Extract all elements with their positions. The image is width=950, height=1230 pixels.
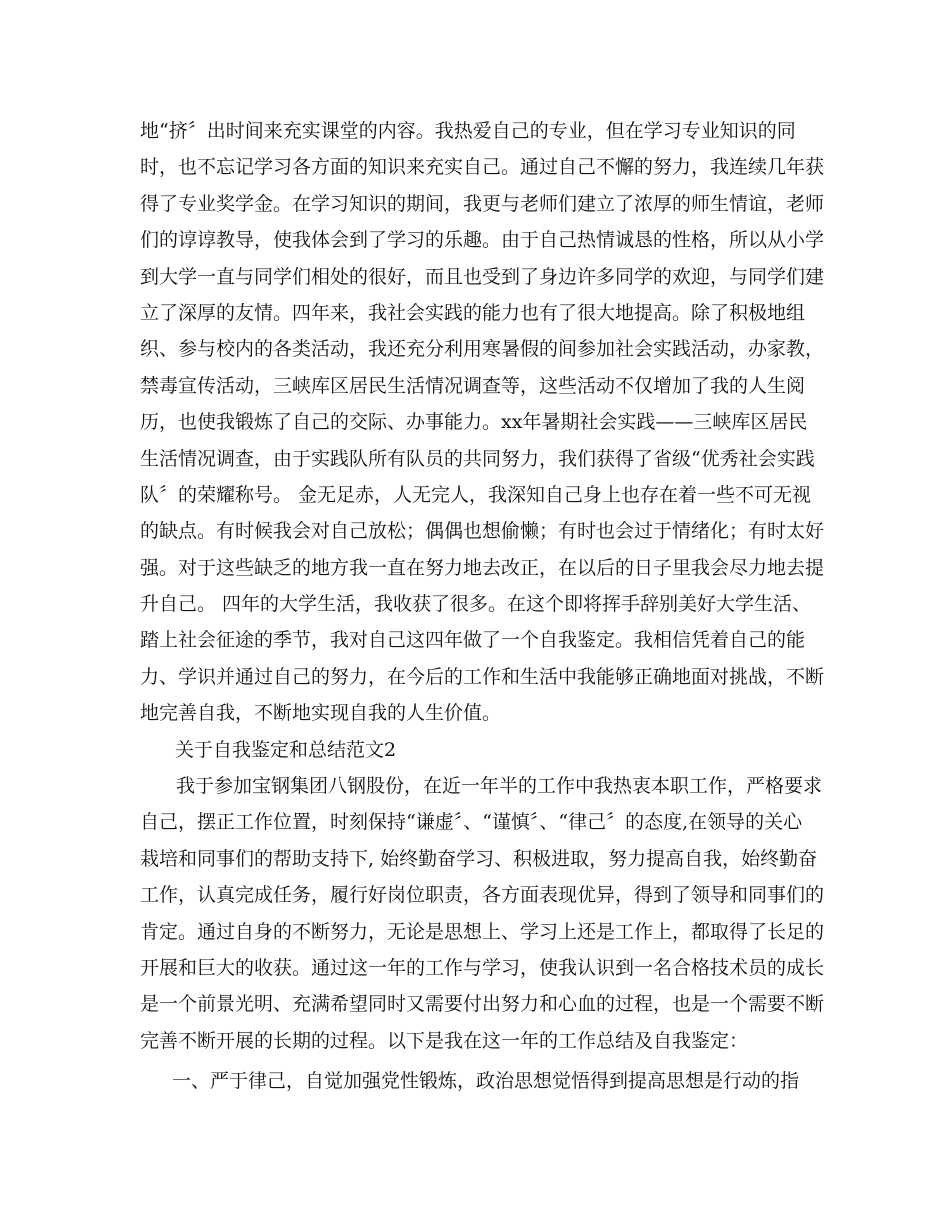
section-heading: 关于自我鉴定和总结范文2: [175, 738, 397, 761]
text-line: 完善不断开展的长期的过程。以下是我在这一年的工作总结及自我鉴定：: [140, 1029, 749, 1052]
text-line: 织、参与校内的各类活动，我还充分利用寒暑假的间参加社会实践活动，办家教，: [140, 338, 825, 361]
text-line: 肯定。通过自身的不断努力，无论是思想上、学习上还是工作上，都取得了长足的: [140, 920, 825, 943]
text-line: 立了深厚的友情。四年来，我社会实践的能力也有了很大地提高。除了积极地组: [140, 301, 806, 324]
text-line: 到大学一直与同学们相处的很好，而且也受到了身边许多同学的欢迎，与同学们建: [140, 265, 825, 288]
text-line: 踏上社会征途的季节，我对自己这四年做了一个自我鉴定。我相信凭着自己的能: [140, 629, 806, 652]
text-line: 们的谆谆教导，使我体会到了学习的乐趣。由于自己热情诚恳的性格，所以从小学: [140, 229, 825, 252]
text-line: 强。对于这些缺乏的地方我一直在努力地去改正，在以后的日子里我会尽力地去提: [140, 556, 825, 579]
text-line: 开展和巨大的收获。通过这一年的工作与学习，使我认识到一名合格技术员的成长: [140, 956, 825, 979]
text-line: 工作，认真完成任务，履行好岗位职责，各方面表现优异，得到了领导和同事们的: [140, 884, 825, 907]
text-line: 禁毒宣传活动，三峡库区居民生活情况调查等，这些活动不仅增加了我的人生阅: [140, 374, 806, 397]
text-line: 栽培和同事们的帮助支持下, 始终勤奋学习、积极进取，努力提高自我，始终勤奋: [140, 847, 818, 870]
text-line: 是一个前景光明、充满希望同时又需要付出努力和心血的过程，也是一个需要不断: [140, 993, 825, 1016]
text-line: 生活情况调查，由于实践队所有队员的共同努力，我们获得了省级“优秀社会实践: [140, 447, 815, 470]
text-line: 历，也使我锻炼了自己的交际、办事能力。xx年暑期社会实践——三峡库区居民: [140, 411, 808, 434]
text-line: 自己，摆正工作位置，时刻保持“谦虚〞、“谨慎〞、“律己〞的态度,在领导的关心: [140, 811, 803, 834]
text-line: 时，也不忘记学习各方面的知识来充实自己。通过自己不懈的努力，我连续几年获: [140, 156, 825, 179]
text-line: 地完善自我，不断地实现自我的人生价值。: [140, 702, 502, 725]
text-line: 队〞的荣耀称号。 金无足赤，人无完人，我深知自己身上也存在着一些不可无视: [140, 483, 812, 506]
list-item-heading: 一、严于律己，自觉加强党性锻炼，政治思想觉悟得到提高思想是行动的指: [172, 1070, 800, 1093]
text-line: 力、学识并通过自己的努力，在今后的工作和生活中我能够正确地面对挑战，不断: [140, 665, 825, 688]
text-line: 地“挤〞出时间来充实课堂的内容。我热爱自己的专业，但在学习专业知识的同: [140, 120, 796, 142]
paragraph-first-line: 我于参加宝钢集团八钢股份，在近一年半的工作中我热衷本职工作，严格要求: [176, 775, 823, 798]
text-line: 的缺点。有时候我会对自己放松；偶偶也想偷懒；有时也会过于情绪化；有时太好: [140, 520, 825, 543]
document-body: [140, 113, 825, 1100]
text-line: 升自己。 四年的大学生活，我收获了很多。在这个即将挥手辞别美好大学生活、: [140, 593, 812, 616]
text-line: 得了专业奖学金。在学习知识的期间，我更与老师们建立了浓厚的师生情谊，老师: [140, 192, 825, 215]
